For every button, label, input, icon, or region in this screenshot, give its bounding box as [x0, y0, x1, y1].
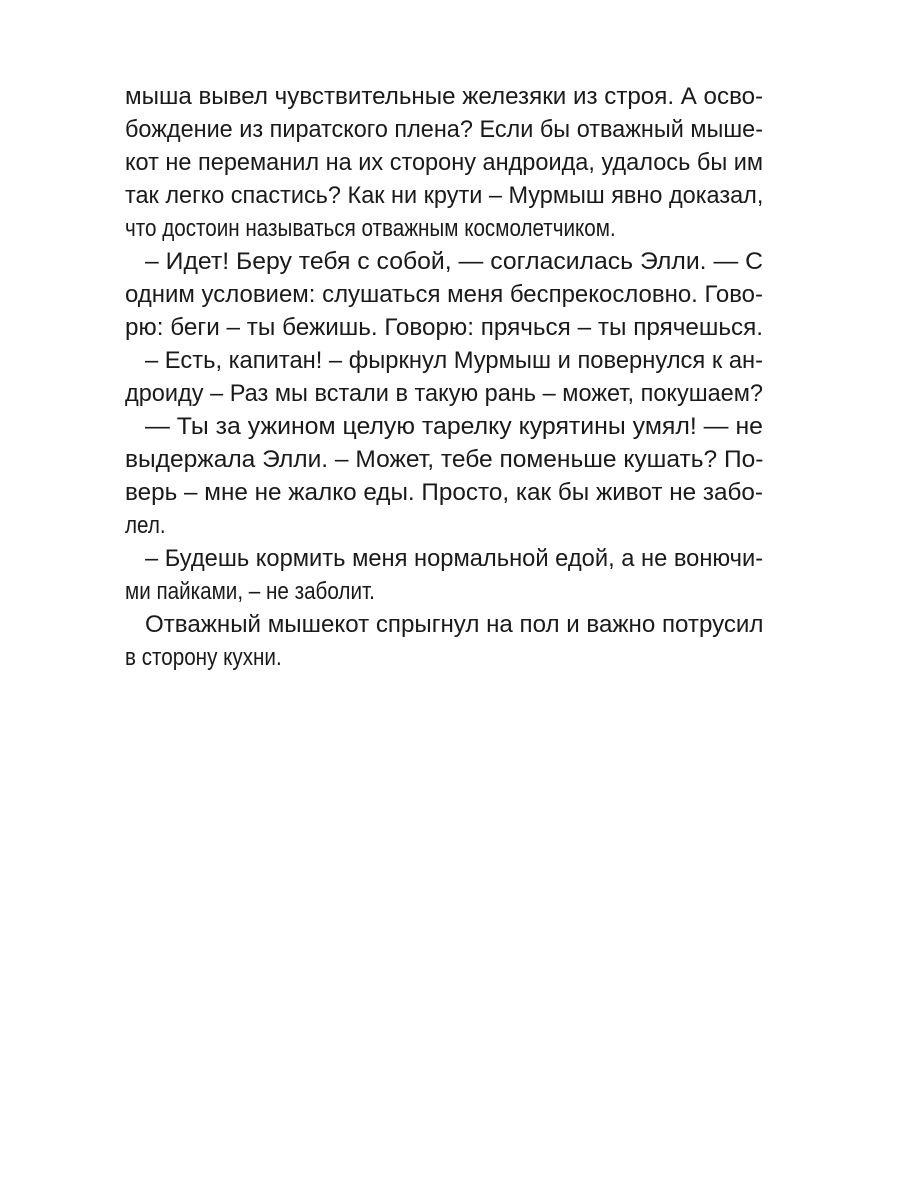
text-line: – Будешь кормить меня нормальной едой, а не вонючи-: [144, 545, 764, 572]
book-page-text: [125, 80, 763, 674]
text-line: ми пайками, – не заболит.: [125, 578, 375, 605]
text-line: так легко спастись? Как ни крути – Мурмыш явно доказал,: [125, 182, 764, 209]
paragraph-3: [125, 344, 763, 410]
paragraph-4: [125, 410, 763, 542]
text-line: – Есть, капитан! – фыркнул Мурмыш и повернулся к ан-: [144, 347, 764, 374]
text-line: рю: беги – ты бежишь. Говорю: прячься – ты прячешься.: [125, 314, 763, 341]
text-line: мыша вывел чувствительные железяки из строя. А осво-: [125, 83, 764, 110]
paragraph-6: [125, 608, 763, 674]
text-line: выдержала Элли. – Может, тебе поменьше кушать? По-: [125, 446, 764, 473]
paragraph-2: [125, 245, 763, 344]
text-line: Отважный мышекот спрыгнул на пол и важно потрусил: [144, 611, 764, 638]
text-line: верь – мне не жалко еды. Просто, как бы живот не забо-: [125, 479, 763, 506]
text-line: бождение из пиратского плена? Если бы отважный мыше-: [125, 116, 763, 143]
text-line: одним условием: слушаться меня беспрекословно. Гово-: [125, 281, 763, 308]
paragraph-1: [125, 80, 763, 245]
text-line: – Идет! Беру тебя с собой, — согласилась Элли. — С: [144, 248, 763, 275]
text-line: — Ты за ужином целую тарелку курятины умял! — не: [144, 413, 763, 440]
text-line: в сторону кухни.: [125, 644, 282, 671]
paragraph-5: [125, 542, 763, 608]
text-line: лел.: [125, 512, 166, 539]
text-line: что достоин называться отважным космолетчиком.: [125, 215, 616, 242]
text-line: дроиду – Раз мы встали в такую рань – может, покушаем?: [125, 380, 763, 407]
text-line: кот не переманил на их сторону андроида, удалось бы им: [125, 149, 764, 176]
